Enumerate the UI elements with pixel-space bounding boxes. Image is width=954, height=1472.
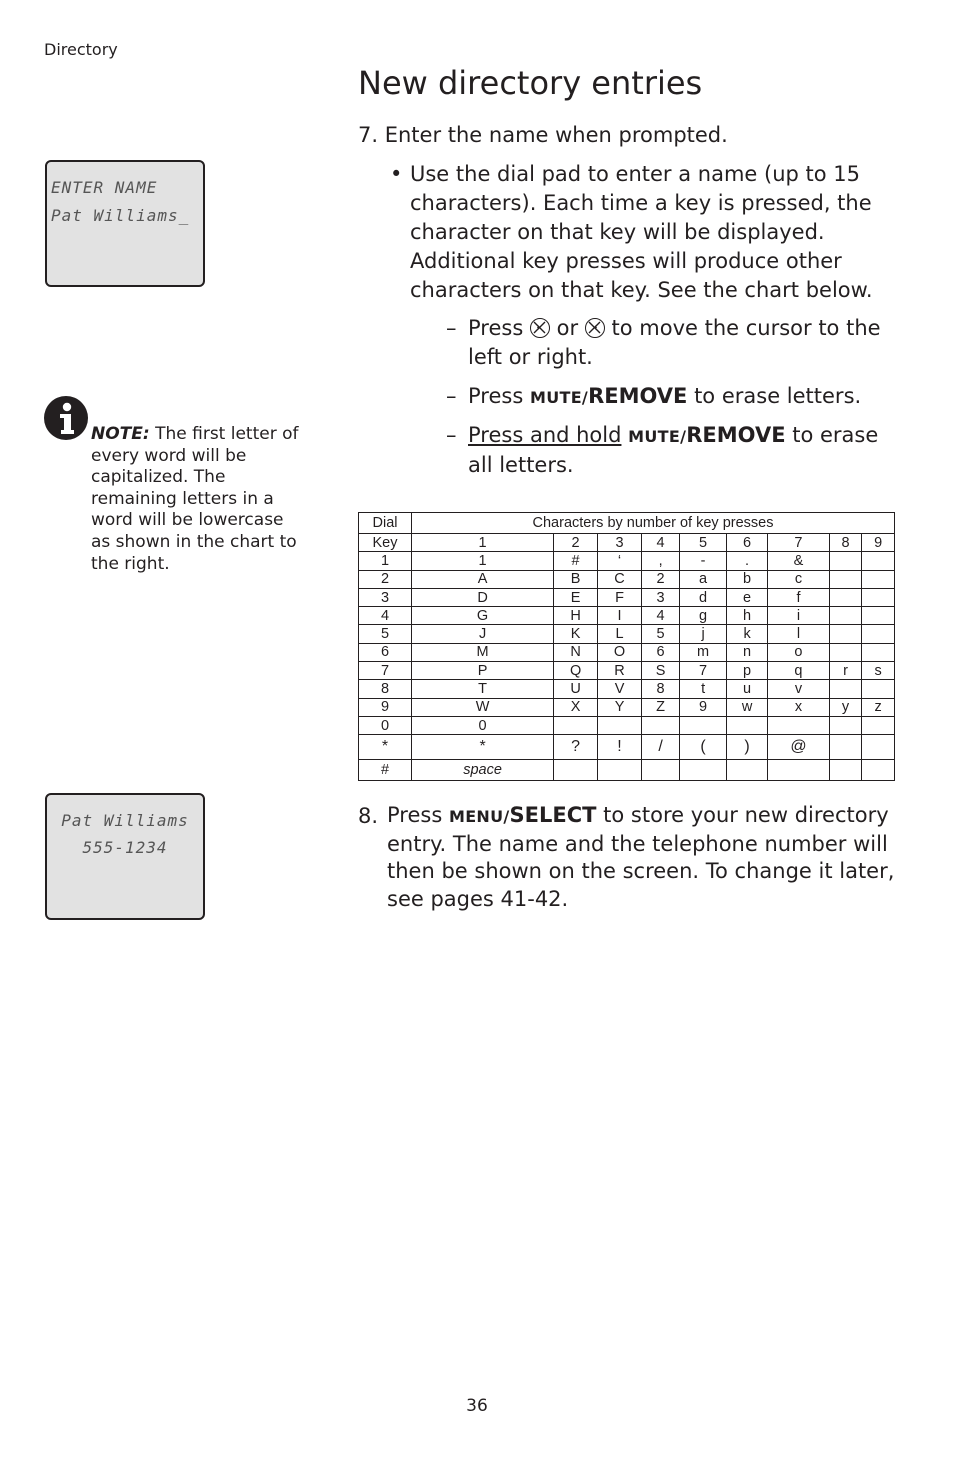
note-text xyxy=(91,424,301,575)
press-number: 3 xyxy=(598,534,642,552)
character-cell xyxy=(768,716,830,734)
character-cell: C xyxy=(598,570,642,588)
character-cell: 5 xyxy=(642,625,680,643)
table-header-characters: Characters by number of key presses xyxy=(412,513,895,534)
section-label: Directory xyxy=(44,40,118,59)
character-cell: ) xyxy=(727,735,768,760)
dash-mark: – xyxy=(446,423,457,447)
character-cell xyxy=(598,716,642,734)
character-cell xyxy=(829,588,861,606)
character-cell: ? xyxy=(554,735,598,760)
character-cell: e xyxy=(727,588,768,606)
character-cell xyxy=(862,643,895,661)
character-cell: f xyxy=(768,588,830,606)
character-cell: 9 xyxy=(680,698,727,716)
character-cell: * xyxy=(412,735,554,760)
character-cell xyxy=(642,760,680,781)
character-cell: M xyxy=(412,643,554,661)
character-cell: D xyxy=(412,588,554,606)
character-cell: V xyxy=(598,680,642,698)
step-8-text: Press MENU/SELECT to store your new directory entry. The name and the telephone number will then be shown on the screen. To change it later, see pages 41-42. xyxy=(387,803,895,911)
character-cell: n xyxy=(727,643,768,661)
character-cell: & xyxy=(768,552,830,570)
dial-key-cell: 8 xyxy=(359,680,412,698)
character-cell xyxy=(554,760,598,781)
character-cell xyxy=(829,625,861,643)
character-cell: @ xyxy=(768,735,830,760)
character-cell: . xyxy=(727,552,768,570)
table-row xyxy=(359,588,895,606)
character-cell: / xyxy=(642,735,680,760)
lcd-line: 555-1234 xyxy=(82,838,168,857)
character-cell xyxy=(829,607,861,625)
character-cell: c xyxy=(768,570,830,588)
dial-key-cell: 5 xyxy=(359,625,412,643)
navigate-left-key-icon xyxy=(530,318,550,338)
character-cell xyxy=(862,716,895,734)
character-cell: R xyxy=(598,662,642,680)
press-number: 5 xyxy=(680,534,727,552)
character-cell: x xyxy=(768,698,830,716)
lcd-screen-entry-saved xyxy=(45,793,205,920)
character-cell: d xyxy=(680,588,727,606)
character-cell: 4 xyxy=(642,607,680,625)
character-cell xyxy=(862,570,895,588)
dial-key-cell: 6 xyxy=(359,643,412,661)
character-cell: o xyxy=(768,643,830,661)
character-cell: i xyxy=(768,607,830,625)
character-cell xyxy=(862,552,895,570)
character-cell: J xyxy=(412,625,554,643)
character-cell: q xyxy=(768,662,830,680)
bullet-text: Use the dial pad to enter a name (up to 15 characters). Each time a key is pressed, the character on that key will be displayed. Additional key presses will produce other characters on that key. See the chart below. xyxy=(410,162,873,302)
character-cell: s xyxy=(862,662,895,680)
dial-key-cell: 7 xyxy=(359,662,412,680)
character-cell: 1 xyxy=(412,552,554,570)
character-cell: E xyxy=(554,588,598,606)
character-cell xyxy=(829,643,861,661)
character-cell: A xyxy=(412,570,554,588)
character-cell: 3 xyxy=(642,588,680,606)
character-cell: u xyxy=(727,680,768,698)
character-cell: U xyxy=(554,680,598,698)
dial-key-cell: 3 xyxy=(359,588,412,606)
character-cell: m xyxy=(680,643,727,661)
character-cell: , xyxy=(642,552,680,570)
table-row xyxy=(359,735,895,760)
character-cell xyxy=(829,716,861,734)
table-header-dial: Dial xyxy=(359,513,412,534)
character-cell: ‘ xyxy=(598,552,642,570)
press-number: 6 xyxy=(727,534,768,552)
step-number: 8. xyxy=(358,804,379,828)
character-cell xyxy=(862,625,895,643)
character-cell: l xyxy=(768,625,830,643)
press-number: 8 xyxy=(829,534,861,552)
mute-key-label: MUTE/ xyxy=(529,388,589,407)
character-cell: K xyxy=(554,625,598,643)
dash-text: Press and hold MUTE/REMOVE to erase all letters. xyxy=(468,423,879,477)
character-cell: - xyxy=(680,552,727,570)
lcd-line: Pat Williams_ xyxy=(51,206,190,225)
press-number: 7 xyxy=(768,534,830,552)
table-row xyxy=(359,625,895,643)
character-cell: z xyxy=(862,698,895,716)
note-body: The first letter of every word will be capitalized. The remaining letters in a word will be lowercase as shown in the chart to the right. xyxy=(91,424,299,574)
dash-mark: – xyxy=(446,316,457,340)
character-cell xyxy=(829,552,861,570)
character-cell xyxy=(829,570,861,588)
dial-key-cell: # xyxy=(359,760,412,781)
character-cell: N xyxy=(554,643,598,661)
press-number: 4 xyxy=(642,534,680,552)
table-row xyxy=(359,760,895,781)
select-key-label: SELECT xyxy=(509,803,597,827)
character-cell xyxy=(829,680,861,698)
character-cell xyxy=(598,760,642,781)
character-cell: L xyxy=(598,625,642,643)
press-and-hold-text: Press and hold xyxy=(468,423,622,447)
remove-key-label: REMOVE xyxy=(686,423,786,447)
character-cell: Z xyxy=(642,698,680,716)
remove-key-label: REMOVE xyxy=(588,384,688,408)
character-cell: Q xyxy=(554,662,598,680)
character-cell: b xyxy=(727,570,768,588)
dial-key-cell: 1 xyxy=(359,552,412,570)
character-cell: B xyxy=(554,570,598,588)
character-cell xyxy=(862,760,895,781)
table-row xyxy=(359,680,895,698)
note-lead: NOTE: xyxy=(91,424,150,444)
character-cell: p xyxy=(727,662,768,680)
character-cell: y xyxy=(829,698,861,716)
dial-key-character-table xyxy=(358,512,895,781)
bullet-dot: • xyxy=(390,162,403,186)
character-cell: g xyxy=(680,607,727,625)
mute-key-label: MUTE/ xyxy=(628,427,687,446)
press-number: 9 xyxy=(862,534,895,552)
page-title: New directory entries xyxy=(358,64,703,102)
character-cell: h xyxy=(727,607,768,625)
character-cell: I xyxy=(598,607,642,625)
info-icon xyxy=(44,396,88,440)
navigate-right-key-icon xyxy=(585,318,605,338)
dial-key-cell: 4 xyxy=(359,607,412,625)
character-cell: k xyxy=(727,625,768,643)
character-cell xyxy=(829,760,861,781)
character-cell xyxy=(829,735,861,760)
character-cell xyxy=(862,607,895,625)
lcd-line: ENTER NAME xyxy=(51,178,158,197)
dash-text: Press or to move the cursor to the left or right. xyxy=(468,316,881,369)
character-cell: Y xyxy=(598,698,642,716)
character-cell xyxy=(642,716,680,734)
character-cell: w xyxy=(727,698,768,716)
character-cell xyxy=(862,735,895,760)
character-cell: # xyxy=(554,552,598,570)
character-cell: 0 xyxy=(412,716,554,734)
character-cell: P xyxy=(412,662,554,680)
character-cell: 7 xyxy=(680,662,727,680)
step-7: 7. Enter the name when prompted. xyxy=(358,123,728,147)
character-cell: 8 xyxy=(642,680,680,698)
character-cell: 2 xyxy=(642,570,680,588)
table-header-key: Key xyxy=(359,534,412,552)
table-row xyxy=(359,643,895,661)
character-cell: S xyxy=(642,662,680,680)
character-cell: v xyxy=(768,680,830,698)
character-cell: 6 xyxy=(642,643,680,661)
character-cell xyxy=(554,716,598,734)
character-cell xyxy=(862,680,895,698)
menu-key-label: MENU/ xyxy=(448,807,510,826)
character-cell: T xyxy=(412,680,554,698)
table-row xyxy=(359,698,895,716)
page-number: 36 xyxy=(466,1396,488,1416)
table-row xyxy=(359,662,895,680)
character-cell xyxy=(727,716,768,734)
character-cell: t xyxy=(680,680,727,698)
character-cell: r xyxy=(829,662,861,680)
character-cell: a xyxy=(680,570,727,588)
character-cell: F xyxy=(598,588,642,606)
character-cell: O xyxy=(598,643,642,661)
character-cell xyxy=(768,760,830,781)
character-cell: j xyxy=(680,625,727,643)
character-cell: ! xyxy=(598,735,642,760)
dash-mark: – xyxy=(446,384,457,408)
dial-key-cell: * xyxy=(359,735,412,760)
table-row xyxy=(359,607,895,625)
character-cell xyxy=(862,588,895,606)
table-row xyxy=(359,716,895,734)
character-cell: H xyxy=(554,607,598,625)
table-row xyxy=(359,570,895,588)
dash-text: Press MUTE/REMOVE to erase letters. xyxy=(468,384,862,408)
lcd-screen-enter-name xyxy=(45,160,205,287)
dial-key-cell: 0 xyxy=(359,716,412,734)
character-cell: W xyxy=(412,698,554,716)
character-cell: G xyxy=(412,607,554,625)
character-cell: space xyxy=(412,760,554,781)
character-cell xyxy=(680,716,727,734)
lcd-line: Pat Williams xyxy=(61,811,189,830)
press-number: 2 xyxy=(554,534,598,552)
character-cell: ( xyxy=(680,735,727,760)
press-number: 1 xyxy=(412,534,554,552)
character-cell xyxy=(727,760,768,781)
character-cell xyxy=(680,760,727,781)
character-cell: X xyxy=(554,698,598,716)
dial-key-cell: 9 xyxy=(359,698,412,716)
table-row xyxy=(359,552,895,570)
dial-key-cell: 2 xyxy=(359,570,412,588)
